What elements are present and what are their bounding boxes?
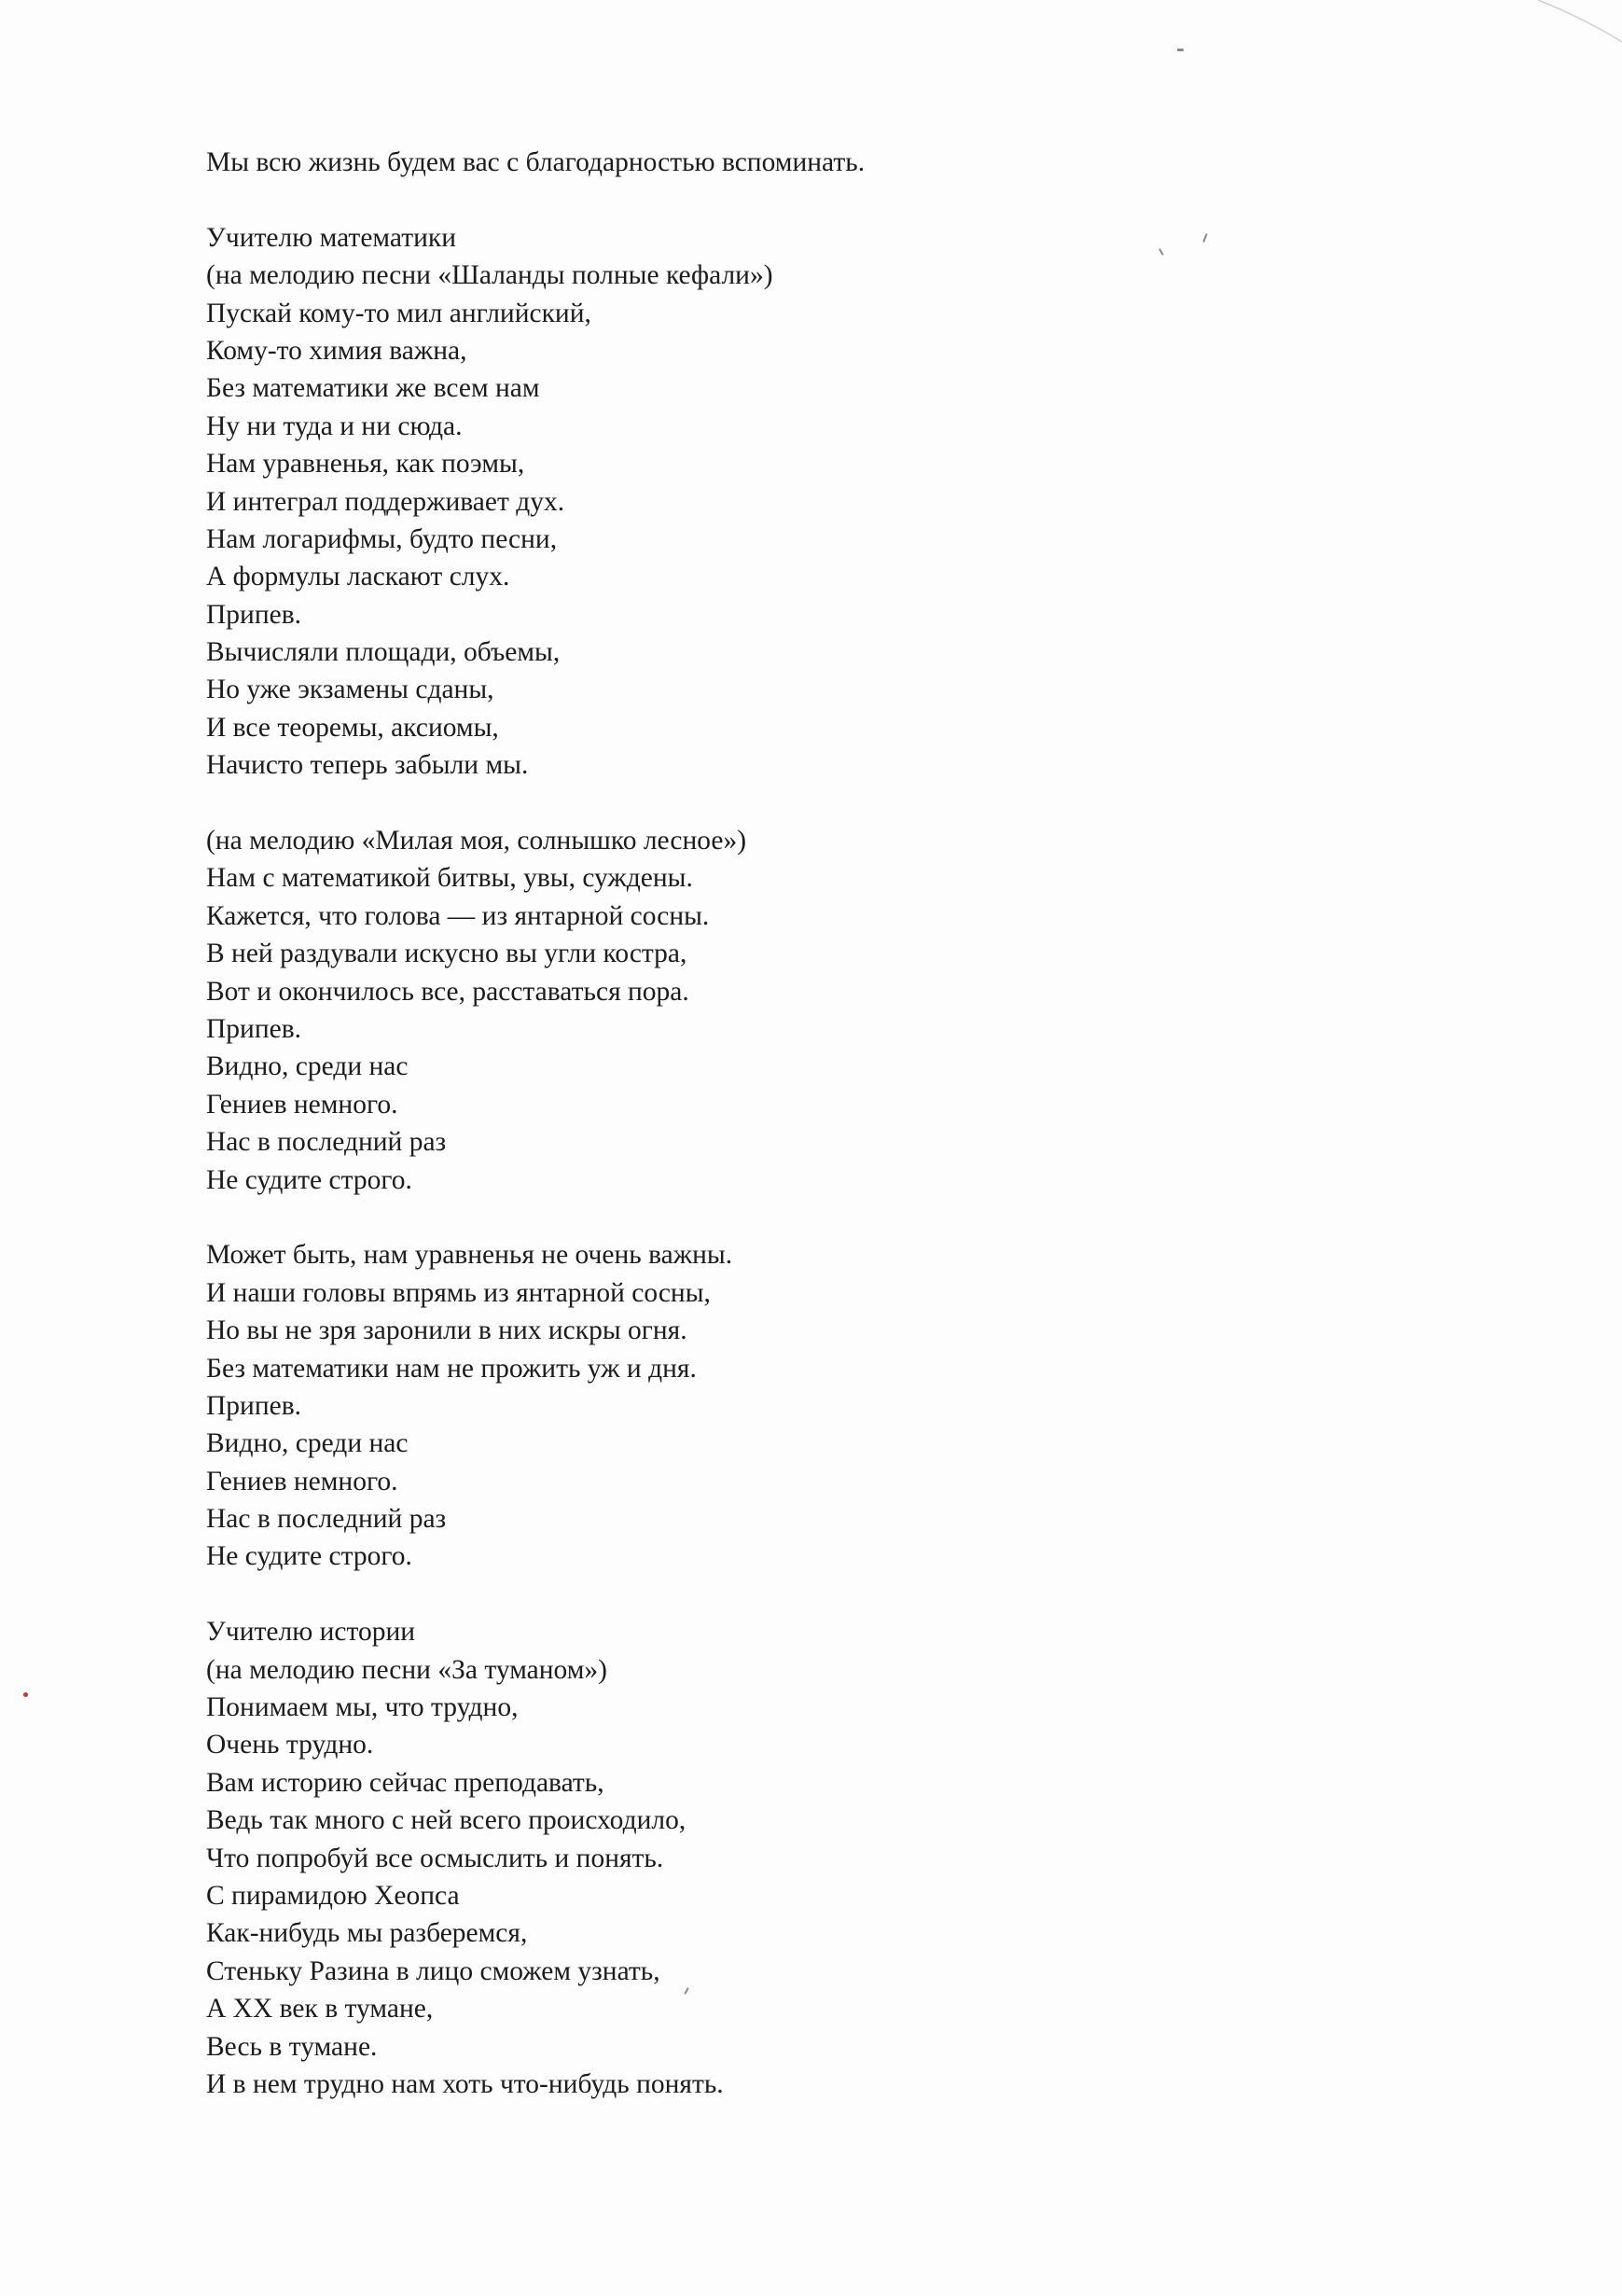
text-line: Нам логарифмы, будто песни, (206, 523, 558, 554)
paragraph-gap (206, 1199, 1512, 1236)
text-line: Очень трудно. (206, 1730, 374, 1760)
text-line: Гениев немного. (206, 1089, 398, 1120)
paragraph-gap (206, 785, 1512, 822)
text-line: Видно, среди нас (206, 1428, 409, 1459)
scan-speck (23, 1692, 28, 1697)
text-line: Весь в тумане. (206, 2031, 378, 2062)
text-line: Учителю математики (206, 222, 457, 253)
text-line: Без математики нам не прожить уж и дня. (206, 1353, 697, 1384)
text-line: Кому-то химия важна, (206, 335, 467, 366)
text-line: Мы всю жизнь будем вас с благодарностью вспоминать. (206, 147, 866, 177)
text-line: И в нем трудно нам хоть что-нибудь понять. (206, 2068, 724, 2099)
text-line: И интеграл поддерживает дух. (206, 486, 565, 517)
text-line: Пускай кому-то мил английский, (206, 298, 591, 328)
text-line: А формулы ласкают слух. (206, 562, 510, 592)
paragraph-gap (206, 181, 1512, 218)
text-line: Начисто теперь забыли мы. (206, 750, 529, 781)
text-line: (на мелодию песни «Шаланды полные кефали») (206, 260, 773, 291)
paragraph-gap (206, 1576, 1512, 1613)
text-line: Не судите строго. (206, 1164, 412, 1195)
text-line: (на мелодию «Милая моя, солнышко лесное») (206, 826, 747, 856)
text-line: Без математики же всем нам (206, 373, 540, 404)
text-line: Что попробуй все осмыслить и понять. (206, 1843, 664, 1873)
text-line: Припев. (206, 1013, 302, 1044)
text-line: В ней раздували искусно вы угли костра, (206, 939, 687, 969)
text-line: Кажется, что голова — из янтарной сосны. (206, 900, 710, 931)
text-line: Ну ни туда и ни сюда. (206, 410, 463, 441)
scan-speck (1177, 49, 1184, 51)
text-line: С пирамидою Хеопса (206, 1880, 460, 1911)
text-line: Стеньку Разина в лицо сможем узнать, (206, 1955, 660, 1986)
text-line: Но уже экзамены сданы, (206, 675, 494, 705)
text-line: Припев. (206, 599, 302, 630)
text-line: Гениев немного. (206, 1466, 398, 1496)
text-line: Вот и окончилось все, расставаться пора. (206, 976, 689, 1007)
text-line: (на мелодию песни «За туманом») (206, 1654, 607, 1685)
text-line: Как-нибудь мы разберемся, (206, 1918, 528, 1949)
text-line: Но вы не зря заронили в них искры огня. (206, 1315, 687, 1346)
text-line: Видно, среди нас (206, 1051, 409, 1082)
text-line: Учителю истории (206, 1617, 416, 1648)
text-line: Может быть, нам уравненья не очень важны. (206, 1240, 733, 1271)
text-line: И все теоремы, аксиомы, (206, 712, 499, 743)
document-text (206, 144, 1512, 2103)
text-line: И наши головы впрямь из янтарной сосны, (206, 1277, 711, 1308)
text-line: Нам уравненья, как поэмы, (206, 449, 525, 480)
scan-corner-artifact (1510, 0, 1622, 56)
text-line: Не судите строго. (206, 1541, 412, 1572)
text-line: Припев. (206, 1390, 302, 1421)
text-line: Ведь так много с ней всего происходило, (206, 1805, 686, 1836)
text-line: Нам с математикой битвы, увы, суждены. (206, 863, 693, 894)
text-line: Вычисляли площади, объемы, (206, 637, 561, 668)
text-line: Нас в последний раз (206, 1127, 447, 1158)
text-line: Вам историю сейчас преподавать, (206, 1767, 604, 1798)
text-line: Понимаем мы, что трудно, (206, 1692, 519, 1723)
text-line: А XX век в тумане, (206, 1994, 434, 2025)
text-line: Нас в последний раз (206, 1504, 447, 1535)
